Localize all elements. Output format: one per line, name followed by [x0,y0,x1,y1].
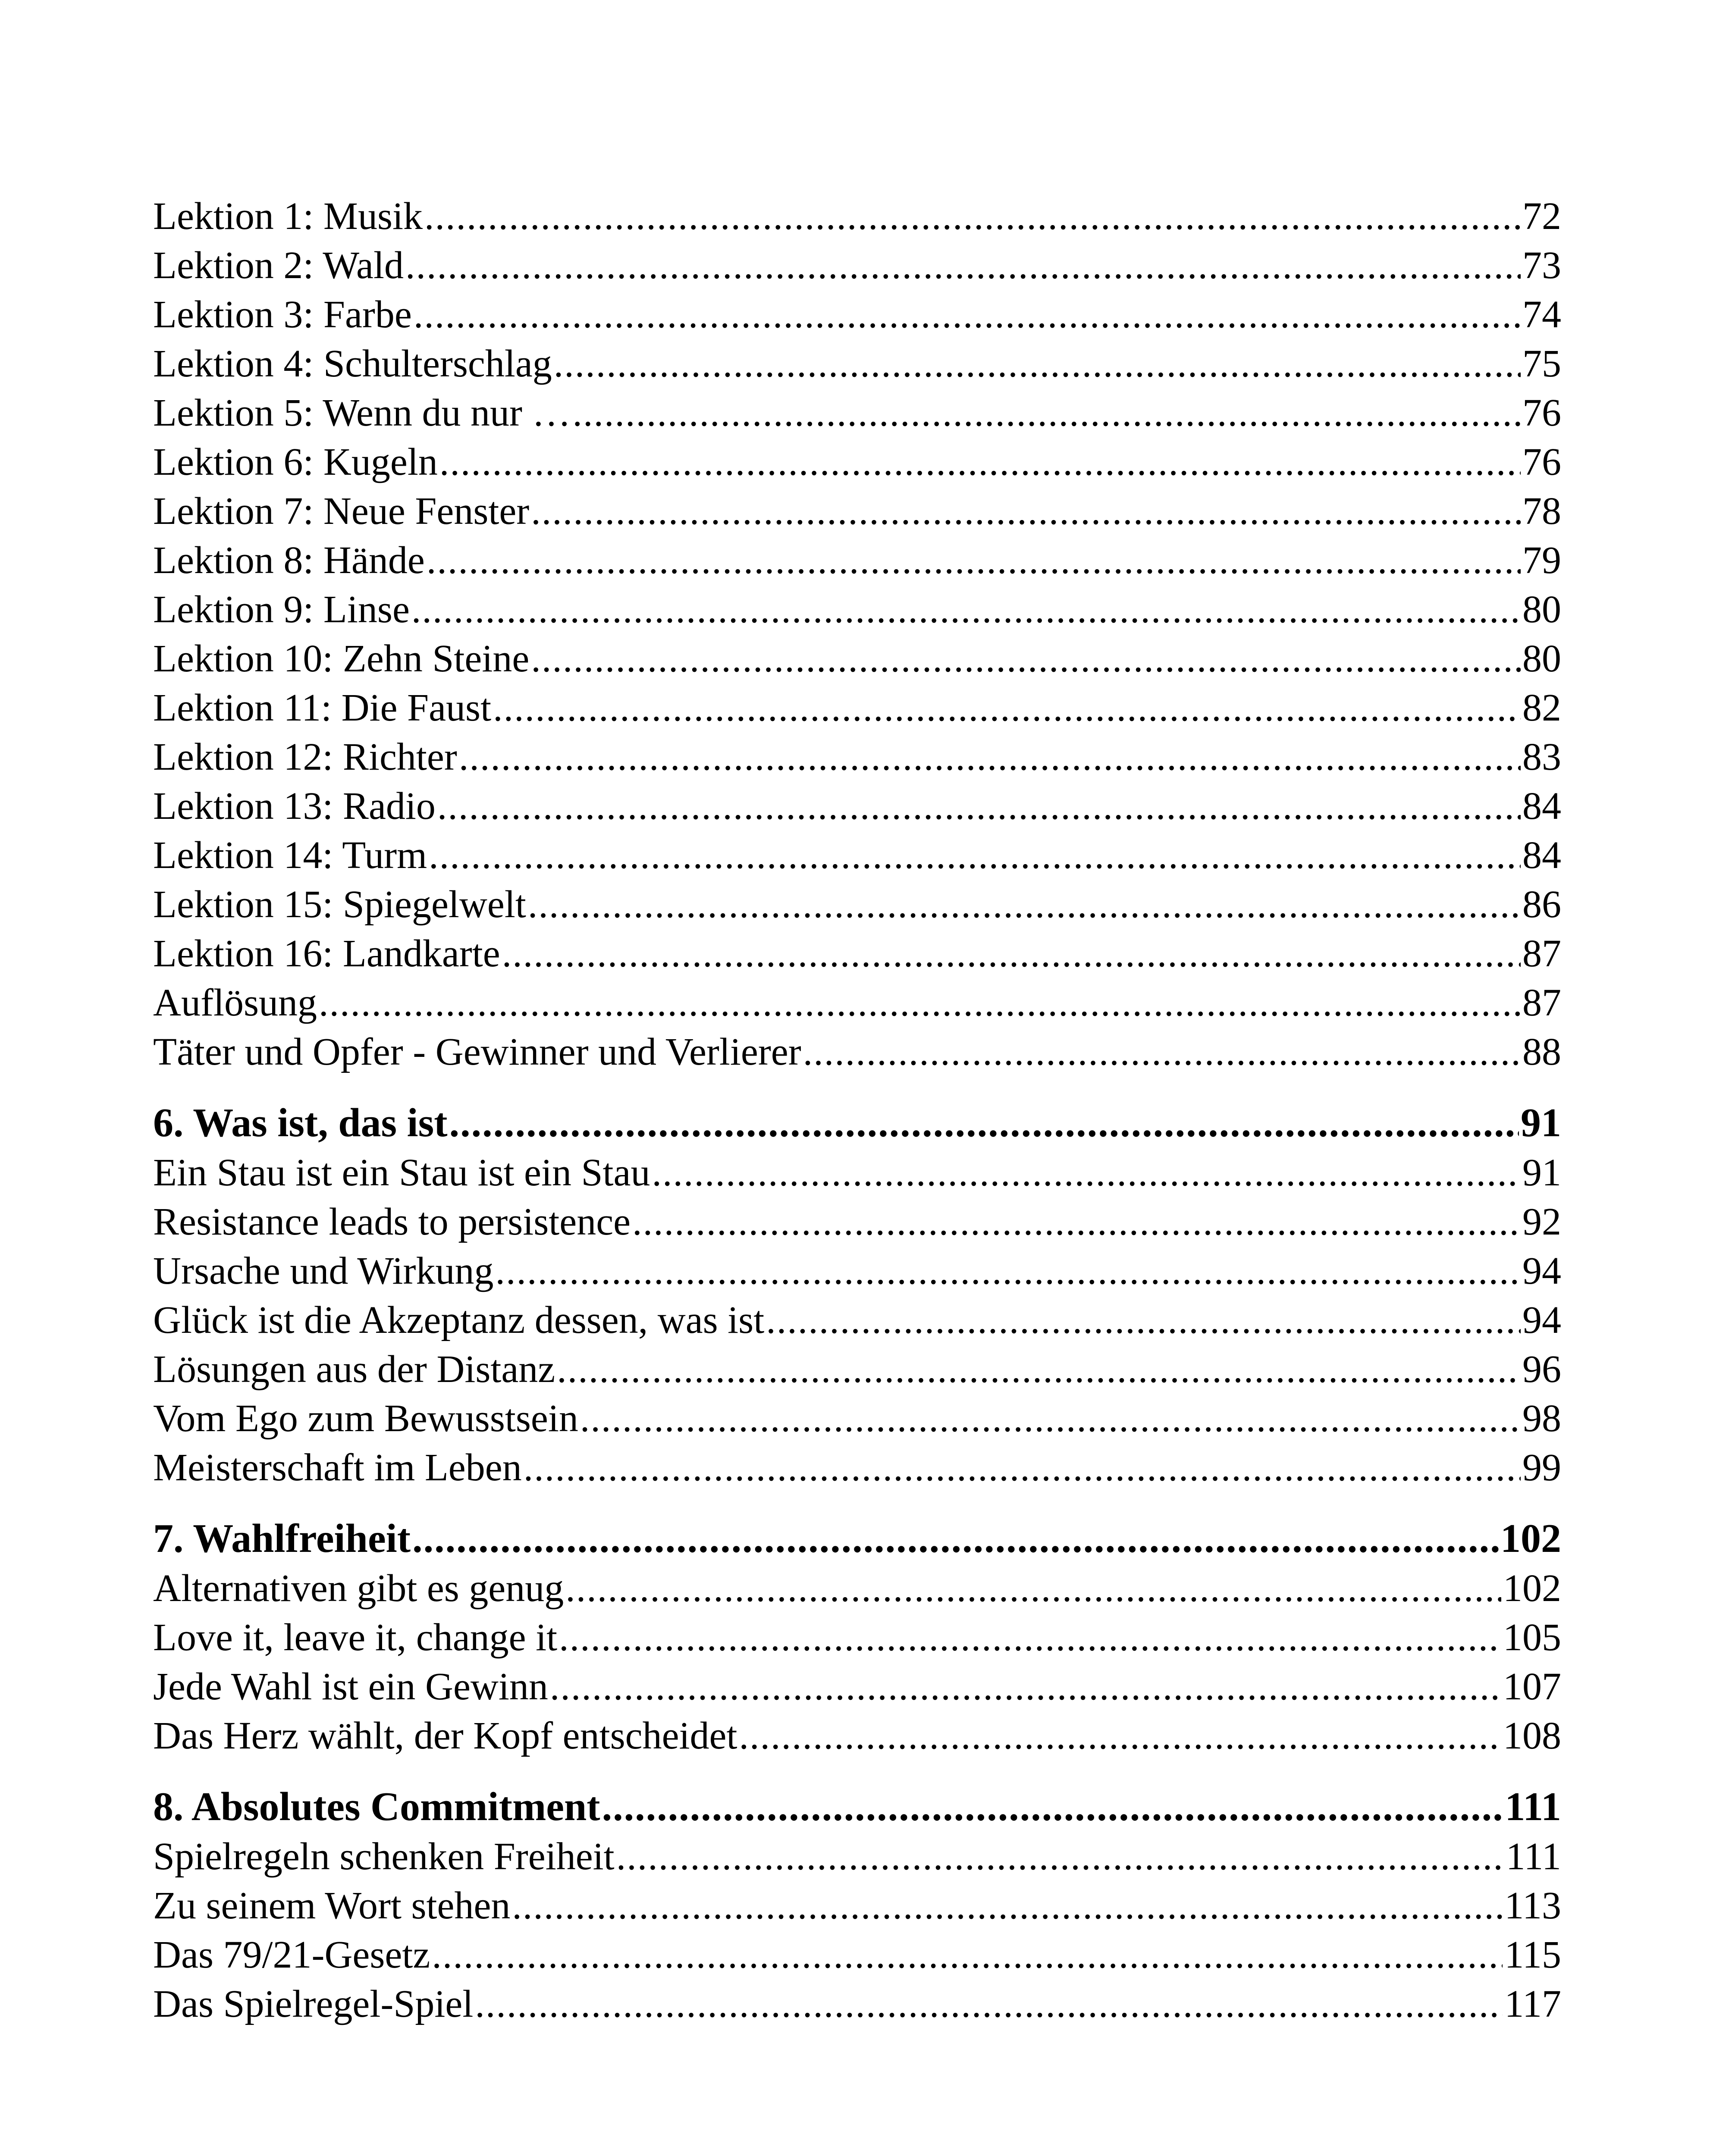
toc-entry-title: 7. Wahlfreiheit [153,1516,411,1561]
dot-leader [803,1028,1521,1077]
dot-leader [405,241,1521,290]
toc-entry-title: Lektion 6: Kugeln [153,441,438,483]
toc-entry-page-number: 83 [1522,736,1561,778]
toc-entry-title: Zu seinem Wort stehen [153,1884,511,1927]
dot-leader [616,1832,1504,1881]
toc-section-entry[interactable] [153,929,1561,978]
toc-entry-page-number: 87 [1522,932,1561,975]
toc-entry-page-number: 82 [1522,686,1561,729]
toc-entry-page-number: 108 [1503,1714,1561,1757]
toc-entry-page-number: 102 [1500,1516,1561,1561]
toc-entry-title: Ein Stau ist ein Stau ist ein Stau [153,1151,650,1194]
dot-leader [550,1662,1501,1711]
toc-section-entry[interactable] [153,1247,1561,1296]
dot-leader [559,1613,1501,1662]
dot-leader [554,339,1521,389]
toc-entry-page-number: 92 [1522,1200,1561,1243]
toc-entry-page-number: 80 [1522,588,1561,631]
dot-leader [528,880,1521,929]
toc-entry-title: Meisterschaft im Leben [153,1446,522,1489]
dot-leader [429,831,1521,880]
toc-entry-page-number: 111 [1505,1784,1561,1829]
toc-section-entry[interactable] [153,487,1561,536]
toc-entry-title: Das 79/21-Gesetz [153,1934,430,1976]
toc-section-entry[interactable] [153,290,1561,339]
dot-leader [493,683,1521,733]
toc-section-entry[interactable] [153,536,1561,585]
toc-section-entry[interactable] [153,831,1561,880]
dot-leader [632,1197,1521,1247]
toc-entry-page-number: 72 [1522,195,1561,238]
dot-leader [439,438,1521,487]
toc-entry-title: Lektion 15: Spiegelwelt [153,883,526,926]
toc-entry-title: Lektion 8: Hände [153,539,425,582]
toc-entry-page-number: 75 [1522,342,1561,385]
toc-entry-title: Lektion 11: Die Faust [153,686,492,729]
toc-entry-page-number: 74 [1522,293,1561,336]
dot-leader [739,1711,1501,1761]
dot-leader [524,1443,1521,1492]
toc-entry-page-number: 94 [1522,1299,1561,1341]
toc-entry-title: 8. Absolutes Commitment [153,1784,600,1829]
toc-section-entry[interactable] [153,1148,1561,1197]
toc-section-entry[interactable] [153,1345,1561,1394]
toc-entry-page-number: 79 [1522,539,1561,582]
dot-leader [427,536,1521,585]
dot-leader [496,1247,1521,1296]
toc-section-entry[interactable] [153,389,1561,438]
dot-leader [424,192,1521,241]
dot-leader [531,487,1521,536]
toc-section-entry[interactable] [153,634,1561,683]
table-of-contents [153,192,1561,2029]
dot-leader [580,1394,1521,1443]
toc-entry-page-number: 105 [1503,1616,1561,1659]
toc-entry-page-number: 98 [1522,1397,1561,1440]
toc-entry-title: Alternativen gibt es genug [153,1567,564,1610]
dot-leader [602,1781,1503,1832]
toc-entry-page-number: 113 [1504,1884,1561,1927]
dot-leader [411,585,1521,634]
toc-entry-page-number: 115 [1504,1934,1561,1976]
dot-leader [412,1513,1499,1564]
toc-entry-title: Lektion 4: Schulterschlag [153,342,552,385]
toc-entry-page-number: 76 [1522,441,1561,483]
toc-section-entry[interactable] [153,880,1561,929]
toc-entry-title: Lektion 10: Zehn Steine [153,637,530,680]
toc-section-entry[interactable] [153,1296,1561,1345]
toc-entry-page-number: 91 [1522,1151,1561,1194]
toc-section-entry[interactable] [153,733,1561,782]
toc-entry-page-number: 84 [1522,834,1561,877]
toc-entry-title: Lektion 7: Neue Fenster [153,490,530,533]
toc-entry-page-number: 73 [1522,244,1561,287]
toc-entry-page-number: 76 [1522,392,1561,434]
toc-entry-title: Auflösung [153,981,317,1024]
toc-entry-title: Lösungen aus der Distanz [153,1348,555,1391]
toc-entry-page-number: 94 [1522,1250,1561,1292]
dot-leader [565,1564,1501,1613]
toc-section-entry[interactable] [153,1613,1561,1662]
toc-entry-page-number: 96 [1522,1348,1561,1391]
toc-chapter-entry[interactable] [153,1097,1561,1148]
toc-entry-title: Täter und Opfer - Gewinner und Verlierer [153,1031,801,1073]
toc-section-entry[interactable] [153,438,1561,487]
toc-entry-title: Lektion 14: Turm [153,834,427,877]
toc-chapter-entry[interactable] [153,1513,1561,1564]
toc-entry-page-number: 117 [1504,1983,1561,2025]
toc-entry-page-number: 86 [1522,883,1561,926]
toc-section-entry[interactable] [153,1980,1561,2029]
dot-leader [449,1097,1519,1148]
toc-entry-title: Lektion 2: Wald [153,244,404,287]
toc-entry-title: Resistance leads to persistence [153,1200,631,1243]
toc-entry-title: Lektion 1: Musik [153,195,423,238]
dot-leader [557,1345,1521,1394]
toc-entry-title: Lektion 12: Richter [153,736,457,778]
toc-entry-page-number: 102 [1503,1567,1561,1610]
toc-section-entry[interactable] [153,1197,1561,1247]
toc-section-entry[interactable] [153,782,1561,831]
toc-entry-title: Ursache und Wirkung [153,1250,494,1292]
toc-entry-page-number: 107 [1503,1665,1561,1708]
toc-entry-title: 6. Was ist, das ist [153,1100,448,1145]
toc-entry-title: Spielregeln schenken Freiheit [153,1835,615,1878]
toc-section-entry[interactable] [153,1711,1561,1761]
toc-entry-title: Lektion 9: Linse [153,588,410,631]
toc-entry-title: Das Herz wählt, der Kopf entscheidet [153,1714,737,1757]
toc-entry-page-number: 99 [1522,1446,1561,1489]
toc-entry-page-number: 88 [1522,1031,1561,1073]
toc-chapter-entry[interactable] [153,1781,1561,1832]
toc-section-entry[interactable] [153,585,1561,634]
dot-leader [432,1930,1503,1980]
dot-leader [652,1148,1521,1197]
toc-section-entry[interactable] [153,1564,1561,1613]
toc-section-entry[interactable] [153,1394,1561,1443]
toc-section-entry[interactable] [153,1881,1561,1930]
toc-section-entry[interactable] [153,1443,1561,1492]
toc-entry-title: Das Spielregel-Spiel [153,1983,474,2025]
toc-section-entry[interactable] [153,978,1561,1028]
dot-leader [572,389,1521,438]
toc-entry-title: Lektion 5: Wenn du nur … [153,392,571,434]
toc-entry-page-number: 78 [1522,490,1561,533]
toc-entry-page-number: 87 [1522,981,1561,1024]
toc-section-entry[interactable] [153,1930,1561,1980]
dot-leader [475,1980,1503,2029]
toc-section-entry[interactable] [153,1028,1561,1077]
dot-leader [414,290,1521,339]
toc-section-entry[interactable] [153,1662,1561,1711]
toc-entry-title: Jede Wahl ist ein Gewinn [153,1665,548,1708]
toc-entry-title: Lektion 16: Landkarte [153,932,500,975]
dot-leader [319,978,1521,1028]
dot-leader [531,634,1521,683]
toc-entry-title: Vom Ego zum Bewusstsein [153,1397,578,1440]
toc-section-entry[interactable] [153,339,1561,389]
toc-entry-title: Lektion 3: Farbe [153,293,412,336]
toc-entry-page-number: 111 [1506,1835,1561,1878]
toc-entry-title: Glück ist die Akzeptanz dessen, was ist [153,1299,765,1341]
dot-leader [512,1881,1503,1930]
toc-entry-page-number: 91 [1521,1100,1561,1145]
dot-leader [502,929,1521,978]
toc-section-entry[interactable] [153,683,1561,733]
toc-entry-title: Love it, leave it, change it [153,1616,558,1659]
toc-section-entry[interactable] [153,1832,1561,1881]
toc-entry-title: Lektion 13: Radio [153,785,436,827]
toc-section-entry[interactable] [153,241,1561,290]
dot-leader [459,733,1521,782]
dot-leader [437,782,1521,831]
toc-section-entry[interactable] [153,192,1561,241]
toc-entry-page-number: 80 [1522,637,1561,680]
toc-entry-page-number: 84 [1522,785,1561,827]
dot-leader [766,1296,1521,1345]
